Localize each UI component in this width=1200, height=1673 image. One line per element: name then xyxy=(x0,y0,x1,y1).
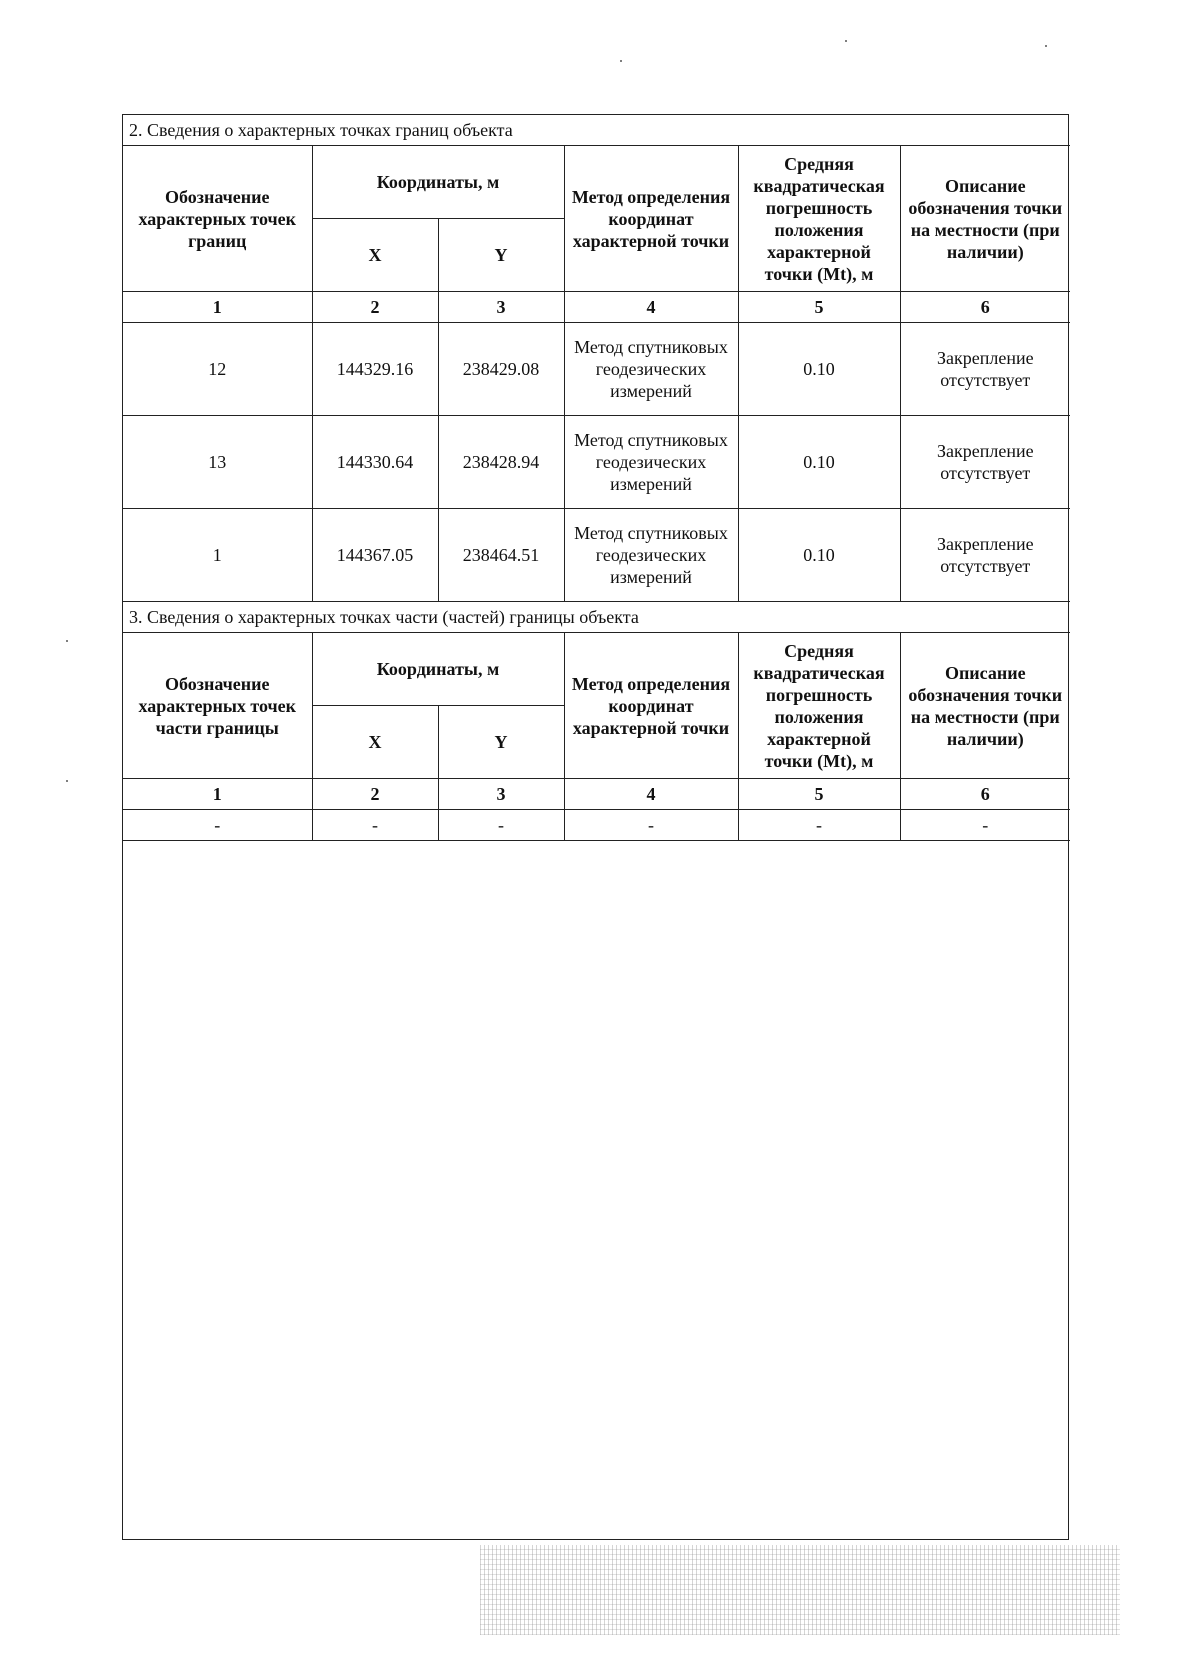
method: Метод спутниковых геодезических измерений xyxy=(564,323,738,416)
header-coordinates: Координаты, м xyxy=(312,633,564,706)
table-row xyxy=(123,416,1070,509)
section2-header-row xyxy=(123,146,1070,219)
section2-number-row xyxy=(123,292,1070,323)
header-x: X xyxy=(312,706,438,779)
coord-y: 238464.51 xyxy=(438,509,564,602)
col-number: 6 xyxy=(900,779,1070,810)
empty-cell: - xyxy=(900,810,1070,841)
header-error: Средняя квадратическая погрешность положения характерной точки (Mt), м xyxy=(738,633,900,779)
col-number: 2 xyxy=(312,292,438,323)
empty-cell: - xyxy=(438,810,564,841)
empty-cell: - xyxy=(738,810,900,841)
col-number: 5 xyxy=(738,779,900,810)
section2-title-row xyxy=(123,115,1070,146)
header-description: Описание обозначения точки на местности (при наличии) xyxy=(900,633,1070,779)
coord-x: 144330.64 xyxy=(312,416,438,509)
error: 0.10 xyxy=(738,416,900,509)
empty-cell: - xyxy=(123,810,312,841)
scan-speck xyxy=(66,780,68,782)
col-number: 6 xyxy=(900,292,1070,323)
section3-title-row xyxy=(123,602,1070,633)
document-frame xyxy=(122,114,1069,1540)
col-number: 3 xyxy=(438,779,564,810)
coord-x: 144329.16 xyxy=(312,323,438,416)
description: Закрепление отсутствует xyxy=(900,323,1070,416)
scan-speck xyxy=(620,60,622,62)
empty-cell: - xyxy=(312,810,438,841)
col-number: 5 xyxy=(738,292,900,323)
header-x: X xyxy=(312,219,438,292)
scan-speck xyxy=(845,40,847,42)
table-row xyxy=(123,323,1070,416)
error: 0.10 xyxy=(738,323,900,416)
col-number: 4 xyxy=(564,292,738,323)
method: Метод спутниковых геодезических измерений xyxy=(564,509,738,602)
table-row xyxy=(123,810,1070,841)
error: 0.10 xyxy=(738,509,900,602)
header-error: Средняя квадратическая погрешность положения характерной точки (Mt), м xyxy=(738,146,900,292)
scan-noise xyxy=(480,1545,1120,1635)
header-point-label: Обозначение характерных точек границ xyxy=(123,146,312,292)
col-number: 1 xyxy=(123,779,312,810)
method: Метод спутниковых геодезических измерений xyxy=(564,416,738,509)
point-id: 1 xyxy=(123,509,312,602)
header-description: Описание обозначения точки на местности (при наличии) xyxy=(900,146,1070,292)
section3-header-row xyxy=(123,633,1070,706)
header-coordinates: Координаты, м xyxy=(312,146,564,219)
header-method: Метод определения координат характерной точки xyxy=(564,633,738,779)
point-id: 12 xyxy=(123,323,312,416)
table-row xyxy=(123,509,1070,602)
section2-title: 2. Сведения о характерных точках границ объекта xyxy=(123,115,1070,146)
section3-number-row xyxy=(123,779,1070,810)
col-number: 4 xyxy=(564,779,738,810)
header-y: Y xyxy=(438,706,564,779)
description: Закрепление отсутствует xyxy=(900,416,1070,509)
boundary-table xyxy=(123,115,1070,841)
col-number: 3 xyxy=(438,292,564,323)
section3-title: 3. Сведения о характерных точках части (частей) границы объекта xyxy=(123,602,1070,633)
description: Закрепление отсутствует xyxy=(900,509,1070,602)
header-method: Метод определения координат характерной точки xyxy=(564,146,738,292)
scan-speck xyxy=(66,640,68,642)
col-number: 1 xyxy=(123,292,312,323)
point-id: 13 xyxy=(123,416,312,509)
scan-speck xyxy=(1045,45,1047,47)
col-number: 2 xyxy=(312,779,438,810)
header-y: Y xyxy=(438,219,564,292)
empty-cell: - xyxy=(564,810,738,841)
coord-x: 144367.05 xyxy=(312,509,438,602)
coord-y: 238429.08 xyxy=(438,323,564,416)
header-point-label: Обозначение характерных точек части границы xyxy=(123,633,312,779)
coord-y: 238428.94 xyxy=(438,416,564,509)
